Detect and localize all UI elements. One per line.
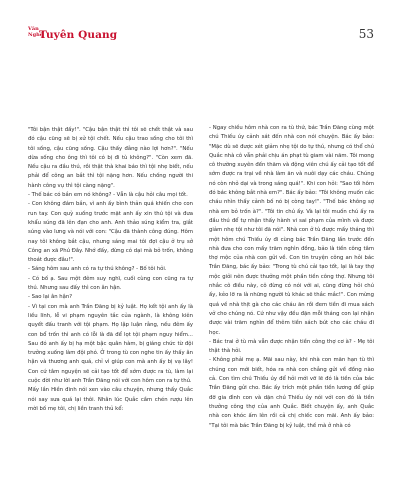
paragraph: Mấy lần Hiền đinh nói xen vào câu chuyện, nhưng thấy Quắc nói say sưa quá lại thôi. Nhân lúc Quắc cầm chén rượu lên mời bố mẹ tôi, chị liền tranh thủ kể: [28, 387, 193, 412]
paragraph: - Con không đám bắn, vì anh ấy bình thản quá khiến cho con run tay. Con quỳ xuống trước mặt anh ấy xin thú tội và đưa khẩu súng đã lên đạn cho anh. Anh thảo súng kiểm tra, giắt súng vào lưng và nói với con: "Cậu đã thành công đúng. Hôm nay tôi không bắt cậu, nhưng sáng mai tôi đợi cậu ở trụ sở Công an xã Phú Đây. Nhớ đấy, đừng có dại mà bỏ trốn, không thoát được đâu!". [28, 201, 193, 264]
page-header [28, 25, 374, 47]
paragraph: - Vì tại con mà anh Trần Đăng bị kỷ luật. Họ kết tội anh ấy là liều lĩnh, lễ vi phạm nguyên tắc của ngành, là không kiên quyết đấu tranh với tội phạm. Họ lập luận rằng, nếu đêm ấy con bổ trốn thì anh có lỗi là đã để lọt tội phạm nguy hiểm... Sau đó anh ấy bị hạ một bậc quân hàm, bị giáng chức từ đội trưởng xuống làm đội phó. Ở trong tù con nghe tin ấy thấy ân hận và thương anh quá, chỉ vì giúp con mà anh ấy bị vạ lây! Con cứ tâm nguyện sẽ cải tạo tốt để sớm được ra tù, làm lại cuộc đời như lời anh Trần Đăng nói với con hôm con ra tự thú. [28, 303, 193, 385]
page-number: 53 [358, 27, 374, 41]
paragraph: "Tôi bận thật đấy!". "Cậu bận thật thì tôi sẽ chết thật và sau đó cậu cũng sẽ bị xử tội chết. Nếu cậu trao sống cho tôi thì tôi sống, cậu cũng sống. Cậu thấy đằng nào lợi hơn?". "Nếu dừa sống cho ông thì tôi có bị đi tù không?". "Còn xem đã. Nếu cậu ra đầu thú, rồi thật thà khai báo thì tội nhẹ biết, nếu phải để công an bắt thì tội nặng hơn. Nếu chống người thi hành công vụ thì tội càng nặng". [28, 127, 193, 189]
paragraph: - Bác trai ở tù mà vẫn được nhận tiền công thợ cơ à? - Mẹ tôi thật thà hỏi. [209, 338, 374, 355]
left-column [28, 126, 193, 414]
paragraph: - Có bố ạ. Sau một đêm suy nghĩ, cuối cùng con cũng ra tự thú. Nhưng sau đấy thì con ân hận. [28, 275, 193, 292]
paragraph: - Sáng hôm sau anh có ra tự thú không? - Bố tôi hỏi. [28, 266, 167, 273]
paragraph: - Thế bác có bắn em nó không? - Vẫn là cậu hỏi câu mọi tốt. [28, 192, 188, 199]
paragraph: - Ngay chiều hôm nhà con ra tù thứ, bác Trần Đăng cùng một chú Thiếu úy cảnh sát đến nhà con nói chuyện. Bác ấy bảo: "Mặc dù sẽ được xét giảm nhẹ tội do tự thú, nhưng có thể chú Quắc nhà cô vẫn phải chịu án phạt tù giam vài năm. Tôi mong cô thường xuyên đến thăm và động viên chú ấy cải tạo tốt để sớm được ra trại về nhà làm ăn và nuôi dạy các cháu. Chúng nó còn nhỏ dại và trong sáng quá!". Khi con hỏi: "Sao tối hôm đó bác không bắt nhà em?". Bác ấy bảo: "Tôi không muốn các cháu nhìn thấy cảnh bố nó bị còng tay!". "Thế bác không sợ nhà em bỏ trốn à?". "Tôi tin chú ấy. Và lại tôi muốn chú ấy ra đầu thú để tự nhận thấy hành vi sai phạm của mình và được giảm nhẹ tội như tôi đã nói". Nhà con ở tù được mấy tháng thì một hôm chú Thiếu úy đi cùng bác Trần Đăng lần trước đến nhà đưa cho con mấy trăm nghìn đồng, bảo là tiền công tâm thợ mộc của nhà con gửi về. Con tin truyện công an hỏi bác Trần Đăng, bác ấy bảo: "Trong tù chú cải tạo tốt, lại là tay thợ mộc giỏi nên được thưởng một phần tiền công thợ. Nhưng tôi nhắc cô điều này, cô đừng có nói với ai, cũng đừng hỏi chú ấy, kẻo lỡ ra là những người tù khác sẽ thắc mắc!". Con mừng quá về nhà thịt gà cho các cháu ăn rồi đem tiền đi mua sách vở cho chúng nó. Cứ như vậy đều đặn mỗi tháng con lại nhận được vài trăm nghìn để thêm tiền sách bút cho các cháu đi học. [209, 125, 374, 336]
right-column [209, 124, 374, 431]
logo-title: Tuyên Quang [39, 29, 118, 41]
paragraph: - Không phải mẹ ạ. Mãi sau này, khi nhà con mãn hạn tù thì chúng con mới biết, hóa ra nhà con chẳng gửi về đồng nào cả. Con tìm chú Thiếu úy để hỏi mới vỡ lẽ đó là tiền của bác Trần Đăng gửi cho. Bác ấy trích một phần tiền lương để giúp đỡ gia đình con và dặn chú Thiếu úy nói với con đó là tiền thưởng công thợ của anh Quắc. Biết chuyện ấy, anh Quắc nhà con khóc ấm lên rồi cả chị chiếc con mãi. Anh ấy bảo: "Tại tôi mà bác Trần Đăng bị kỷ luật, thế mà ở nhà có [209, 357, 374, 429]
paragraph: - Sao lại ân hận? [28, 294, 73, 301]
logo-top-text: Văn [28, 26, 39, 32]
logo-bottom-text: Nghệ [28, 31, 43, 38]
